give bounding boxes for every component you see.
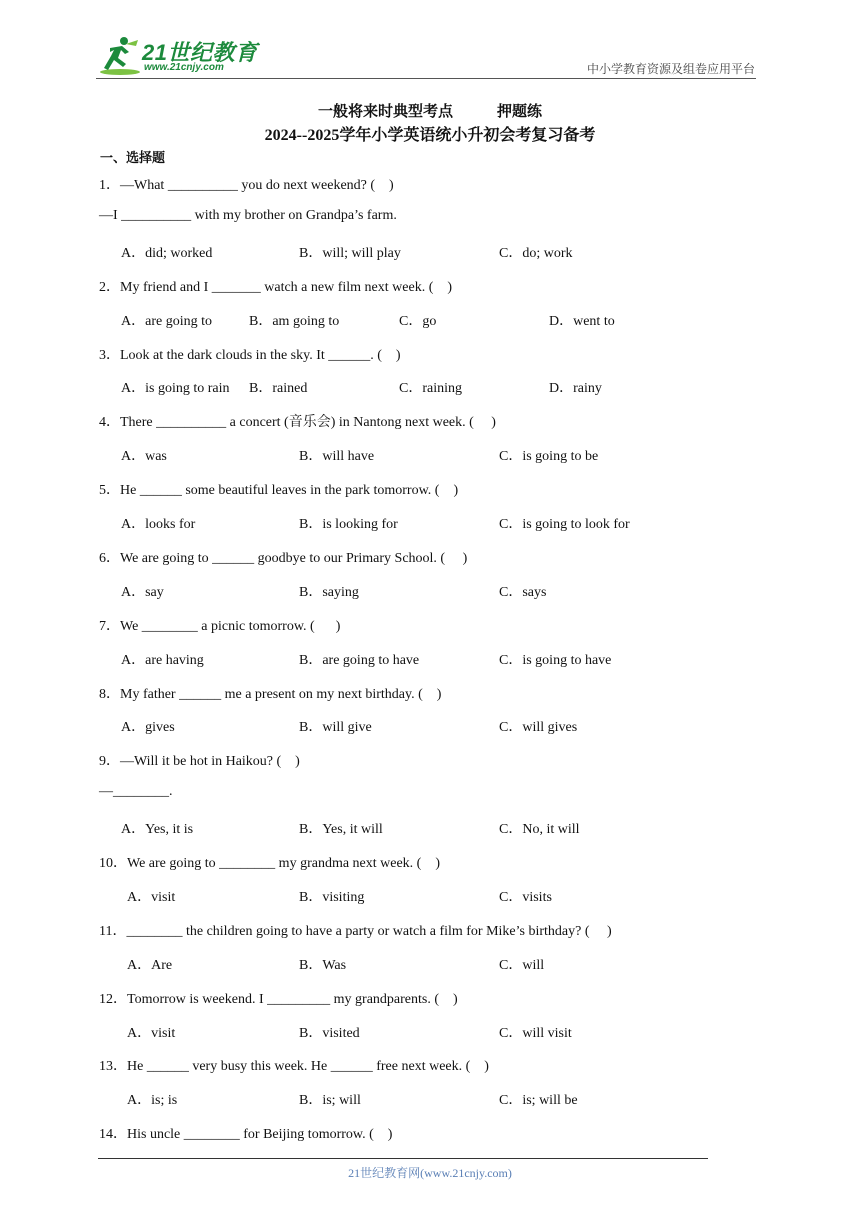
- question-stem: 3．Look at the dark clouds in the sky. It ______. ( ): [99, 347, 401, 363]
- question-stem: 4．There __________ a concert (音乐会) in Nantong next week. ( ): [99, 415, 496, 431]
- answer-option[interactable]: A．visit: [127, 1025, 176, 1041]
- answer-option[interactable]: C．will visit: [499, 1025, 572, 1041]
- question-stem: 13．He ______ very busy this week. He ______ free next week. ( ): [99, 1059, 489, 1075]
- question-line: —I __________ with my brother on Grandpa’s farm.: [99, 207, 397, 223]
- question-stem: 12．Tomorrow is weekend. I _________ my grandparents. ( ): [99, 991, 458, 1007]
- page-title: [0, 100, 860, 121]
- answer-option[interactable]: B．is looking for: [299, 517, 398, 532]
- answer-option[interactable]: C．will gives: [499, 720, 578, 736]
- section-heading: 一、选择题: [100, 151, 166, 166]
- answer-option[interactable]: C．raining: [399, 381, 462, 397]
- answer-option[interactable]: B．visiting: [299, 889, 365, 905]
- footer-link[interactable]: 21世纪教育网(www.21cnjy.com): [348, 1166, 512, 1180]
- answer-option[interactable]: C．go: [399, 313, 437, 329]
- page-subtitle: 2024--2025学年小学英语统小升初会考复习备考: [264, 127, 596, 144]
- answer-option[interactable]: C．will: [499, 957, 545, 973]
- runner-logo-icon: [96, 34, 140, 78]
- answer-option[interactable]: B．Yes, it will: [299, 822, 383, 838]
- question-stem: 14．His uncle ________ for Beijing tomorrow. ( ): [99, 1127, 393, 1143]
- answer-option[interactable]: B．Was: [299, 957, 347, 973]
- answer-option[interactable]: A．say: [121, 584, 164, 600]
- answer-option[interactable]: B．are going to have: [299, 652, 420, 668]
- answer-option[interactable]: C．is going to look for: [499, 517, 630, 532]
- logo: [96, 34, 266, 78]
- question-stem: 10．We are going to ________ my grandma next week. ( ): [99, 856, 441, 871]
- answer-option[interactable]: A．are going to: [121, 313, 212, 329]
- answer-option[interactable]: A．was: [121, 449, 167, 465]
- answer-option[interactable]: B．will give: [299, 720, 372, 736]
- question-stem: 8．My father ______ me a present on my next birthday. ( ): [99, 686, 442, 702]
- question-stem: 2．My friend and I _______ watch a new film next week. ( ): [99, 279, 453, 295]
- answer-option[interactable]: A．is going to rain: [121, 381, 230, 397]
- answer-option[interactable]: B．will have: [299, 449, 375, 465]
- answer-option[interactable]: A．are having: [121, 652, 204, 668]
- answer-option[interactable]: C．says: [499, 584, 547, 600]
- answer-option[interactable]: C．is going to be: [499, 449, 599, 465]
- answer-option[interactable]: A．looks for: [121, 517, 196, 532]
- title-tag: 押题练: [497, 102, 543, 120]
- page-header: [0, 0, 860, 80]
- answer-option[interactable]: C．do; work: [499, 245, 573, 261]
- answer-option[interactable]: B．saying: [299, 584, 359, 600]
- answer-option[interactable]: C．No, it will: [499, 822, 580, 838]
- question-stem: 7．We ________ a picnic tomorrow. ( ): [99, 618, 341, 634]
- title-topic: 一般将来时典型考点: [317, 102, 453, 120]
- answer-option[interactable]: A．visit: [127, 889, 176, 905]
- answer-option[interactable]: B．am going to: [249, 313, 340, 329]
- logo-text: 21世纪教育: [142, 40, 258, 65]
- platform-name: 中小学教育资源及组卷应用平台: [586, 62, 755, 76]
- answer-option[interactable]: C．is going to have: [499, 652, 612, 668]
- answer-option[interactable]: B．visited: [299, 1025, 360, 1041]
- answer-option[interactable]: B．is; will: [299, 1093, 361, 1109]
- answer-option[interactable]: D．went to: [549, 313, 615, 329]
- answer-option[interactable]: A．gives: [121, 720, 175, 736]
- answer-option[interactable]: C．is; will be: [499, 1093, 578, 1109]
- answer-option[interactable]: A．is; is: [127, 1093, 178, 1109]
- answer-option[interactable]: A．Yes, it is: [121, 822, 194, 838]
- question-stem: 9．—Will it be hot in Haikou? ( ): [99, 754, 300, 770]
- answer-option[interactable]: A．Are: [127, 957, 173, 973]
- header-divider: [96, 78, 756, 79]
- answer-option[interactable]: D．rainy: [549, 381, 602, 397]
- question-stem: 1．—What __________ you do next weekend? ( ): [99, 178, 394, 193]
- answer-option[interactable]: B．rained: [249, 381, 308, 397]
- answer-option[interactable]: C．visits: [499, 889, 552, 905]
- question-stem: 11．________ the children going to have a party or watch a film for Mike’s birthday? ( ): [99, 923, 612, 939]
- answer-option[interactable]: A．did; worked: [121, 245, 213, 261]
- question-stem: 6．We are going to ______ goodbye to our Primary School. ( ): [99, 550, 468, 566]
- answer-option[interactable]: B．will; will play: [299, 245, 401, 261]
- logo-url: www.21cnjy.com: [144, 62, 224, 73]
- footer-divider: [98, 1158, 708, 1159]
- question-stem: 5．He ______ some beautiful leaves in the park tomorrow. ( ): [99, 483, 459, 499]
- question-line: —________.: [99, 784, 173, 800]
